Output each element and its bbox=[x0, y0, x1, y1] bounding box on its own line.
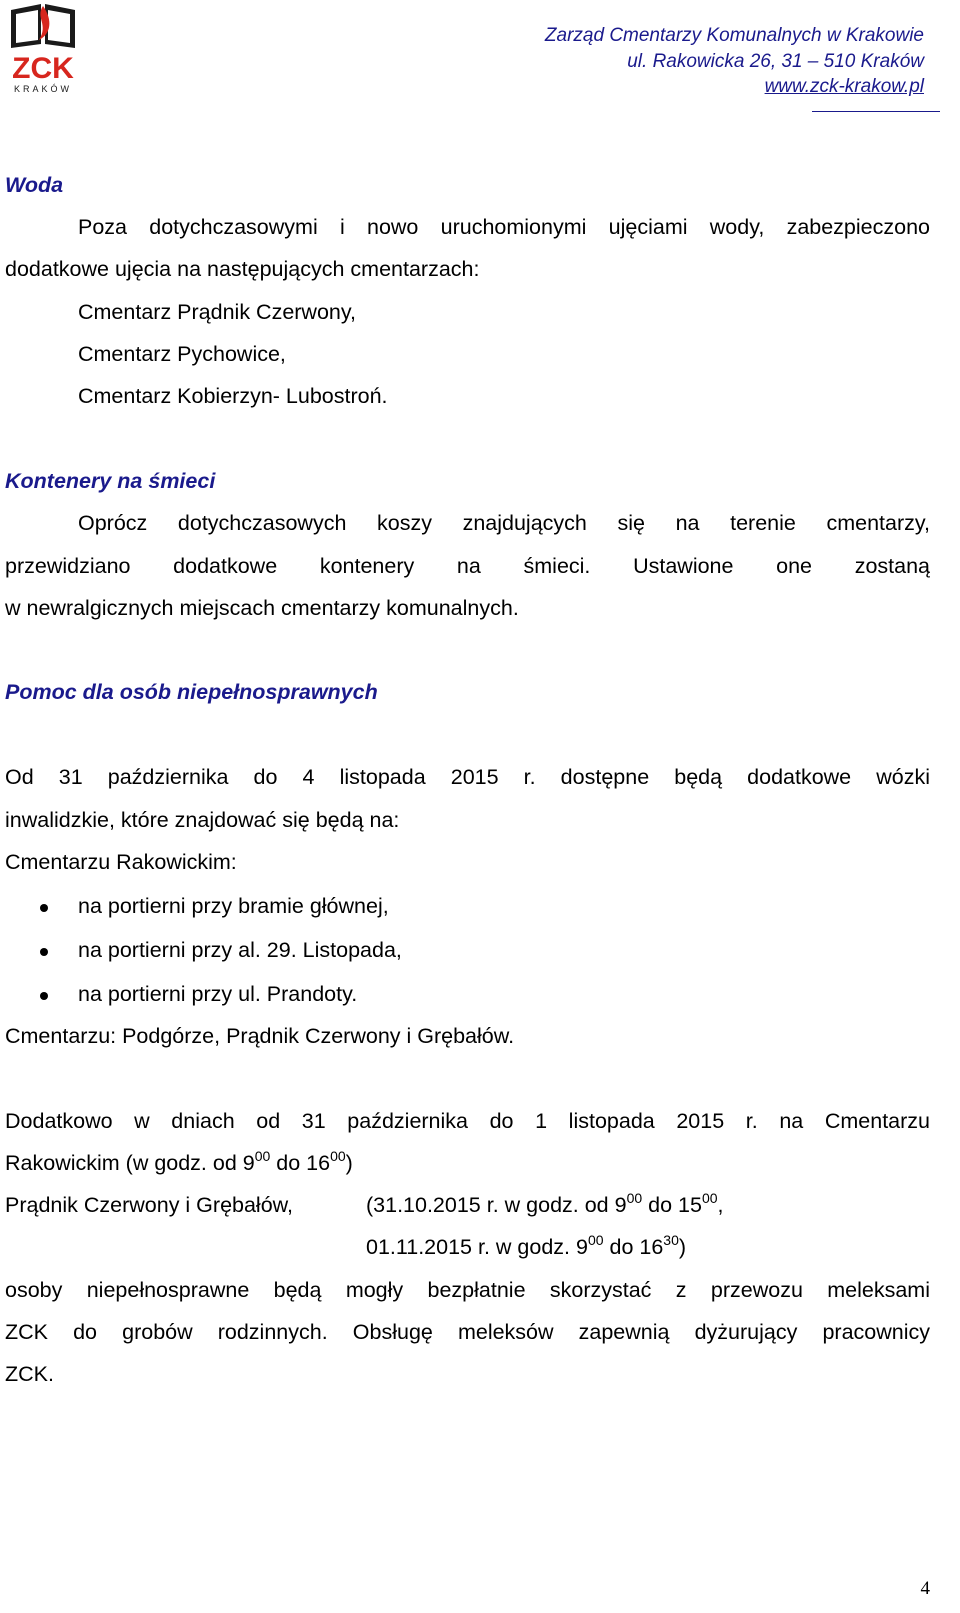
page-number: 4 bbox=[920, 1578, 930, 1599]
woda-para-line-1: Poza dotychczasowymi i nowo uruchomionymi ujęciami wody, zabezpieczono bbox=[78, 215, 930, 239]
pomoc-line-2: inwalidzkie, które znajdować się będą na: bbox=[5, 808, 400, 832]
bullet-item: na portierni przy bramie głównej, bbox=[78, 894, 389, 918]
bullet-icon bbox=[40, 992, 48, 1000]
kontenery-line-1: Oprócz dotychczasowych koszy znajdujących się na terenie cmentarzy, bbox=[78, 511, 930, 535]
dodatkowo-line-5: osoby niepełnosprawne będą mogły bezpłatnie skorzystać z przewozu meleksami bbox=[5, 1278, 930, 1302]
kontenery-line-3: w newralgicznych miejscach cmentarzy komunalnych. bbox=[5, 596, 519, 620]
website-link[interactable]: www.zck-krakow.pl bbox=[764, 76, 924, 97]
dodatkowo-line-7: ZCK. bbox=[5, 1362, 54, 1386]
dodatkowo-line-1: Dodatkowo w dniach od 31 października do 1 listopada 2015 r. na Cmentarzu bbox=[5, 1109, 930, 1133]
pomoc-line-1: Od 31 października do 4 listopada 2015 r. dostępne będą dodatkowe wózki bbox=[5, 765, 930, 789]
pomoc-line-4: Cmentarzu: Podgórze, Prądnik Czerwony i Grębałów. bbox=[5, 1024, 515, 1048]
bullet-item: na portierni przy ul. Prandoty. bbox=[78, 982, 358, 1006]
cemetery-item: Cmentarz Kobierzyn- Lubostroń. bbox=[78, 384, 388, 408]
org-address: ul. Rakowicka 26, 31 – 510 Kraków bbox=[627, 50, 924, 72]
woda-para-line-2: dodatkowe ujęcia na następujących cmentarzach: bbox=[5, 257, 480, 281]
dodatkowo-line-2: Rakowickim (w godz. od $9^{00}$ do $16^{00}$) bbox=[5, 1148, 353, 1175]
section-heading-kontenery: Kontenery na śmieci bbox=[5, 469, 216, 493]
section-heading-woda: Woda bbox=[5, 173, 64, 197]
cemetery-item: Cmentarz Pychowice, bbox=[78, 342, 286, 366]
kontenery-line-2: przewidziano dodatkowe kontenery na śmieci. Ustawione one zostaną bbox=[5, 554, 930, 578]
dodatkowo-line-6: ZCK do grobów rodzinnych. Obsługę meleksów zapewnią dyżurujący pracownicy bbox=[5, 1320, 930, 1344]
logo-subtext: KRAKÓW bbox=[13, 84, 73, 94]
bullet-icon bbox=[40, 904, 48, 912]
header-divider bbox=[812, 111, 940, 112]
dodatkowo-line-3b: (31.10.2015 r. w godz. od $9^{00}$ do $15^{00}$, bbox=[366, 1190, 724, 1217]
bullet-item: na portierni przy al. 29. Listopada, bbox=[78, 938, 402, 962]
dodatkowo-line-3a: Prądnik Czerwony i Grębałów, bbox=[5, 1193, 293, 1217]
cemetery-item: Cmentarz Prądnik Czerwony, bbox=[78, 300, 356, 324]
pomoc-line-3: Cmentarzu Rakowickim: bbox=[5, 850, 237, 874]
bullet-icon bbox=[40, 948, 48, 956]
dodatkowo-line-4: 01.11.2015 r. w godz. $9^{00}$ do $16^{30}$) bbox=[366, 1232, 687, 1259]
logo-text: ZCK bbox=[12, 52, 74, 85]
header-organization bbox=[545, 23, 924, 100]
zck-logo-icon bbox=[5, 0, 81, 96]
org-name: Zarząd Cmentarzy Komunalnych w Krakowie bbox=[544, 25, 924, 46]
section-heading-pomoc: Pomoc dla osób niepełnosprawnych bbox=[5, 680, 378, 704]
